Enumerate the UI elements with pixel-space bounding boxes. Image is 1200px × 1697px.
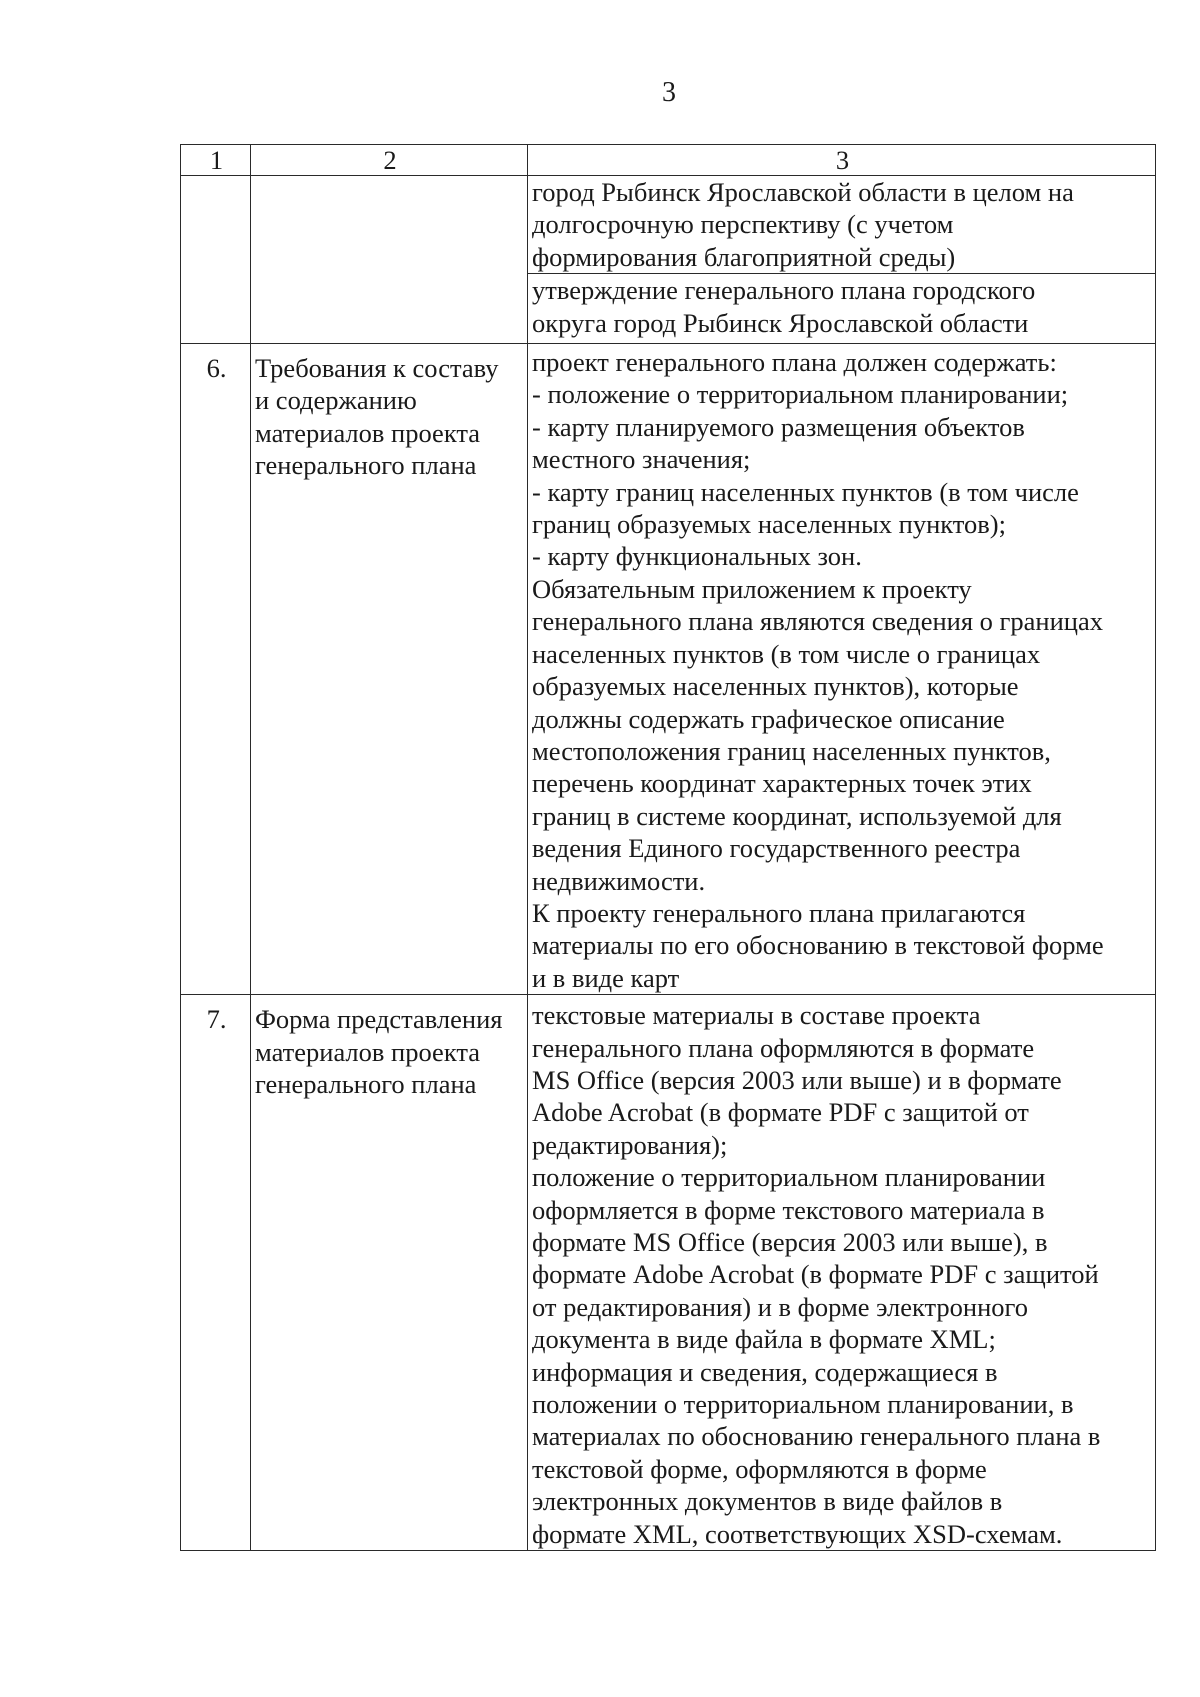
requirements-table [180, 144, 1156, 1551]
empty-cell-num [181, 176, 251, 344]
table-row [181, 995, 1156, 1551]
table-row-continuation [181, 176, 1156, 274]
row-title: Требования к составу и содержанию материалов проекта генерального плана [251, 344, 528, 995]
row-content: текстовые материалы в составе проекта генерального плана оформляются в формате MS Office (версия 2003 или выше) и в формате Adobe Acrobat (в формате PDF с защитой от редактирования); положение о территориальном планировании оформляется в форме текстового материала в формате MS Office (версия 2003 или выше), в формате Adobe Acrobat (в формате PDF с защитой от редактирования) и в форме электронного документа в виде файла в формате XML; информация и сведения, содержащиеся в положении о территориальном планировании, в материалах по обоснованию генерального плана в текстовой форме, оформляются в форме электронных документов в виде файлов в формате XML, соответствующих XSD-схемам. [528, 995, 1156, 1551]
row-content: проект генерального плана должен содержать: - положение о территориальном планировании; - карту планируемого размещения объектов местного значения; - карту границ населенных пунктов (в том числе границ образуемых населенных пунктов); - карту функциональных зон. Обязательным приложением к проекту генерального плана являются сведения о границах населенных пунктов (в том числе о границах образуемых населенных пунктов), которые должны содержать графическое описание местоположения границ населенных пунктов, перечень координат характерных точек этих границ в системе координат, используемой для ведения Единого государственного реестра недвижимости. К проекту генерального плана прилагаются материалы по его обоснованию в текстовой форме и в виде карт [528, 344, 1156, 995]
row-number: 7. [181, 995, 251, 1551]
row-title: Форма представления материалов проекта генерального плана [251, 995, 528, 1551]
page-number: 3 [662, 77, 676, 108]
column-header-3: 3 [528, 145, 1156, 176]
row-number: 6. [181, 344, 251, 995]
column-header-1: 1 [181, 145, 251, 176]
empty-cell-title [251, 176, 528, 344]
column-header-2: 2 [251, 145, 528, 176]
continuation-text-b: утверждение генерального плана городского округа город Рыбинск Ярославской области [528, 274, 1156, 344]
table-row [181, 344, 1156, 995]
continuation-text-a: город Рыбинск Ярославской области в целом на долгосрочную перспективу (с учетом формирования благоприятной среды) [528, 176, 1156, 274]
table-header-row [181, 145, 1156, 176]
